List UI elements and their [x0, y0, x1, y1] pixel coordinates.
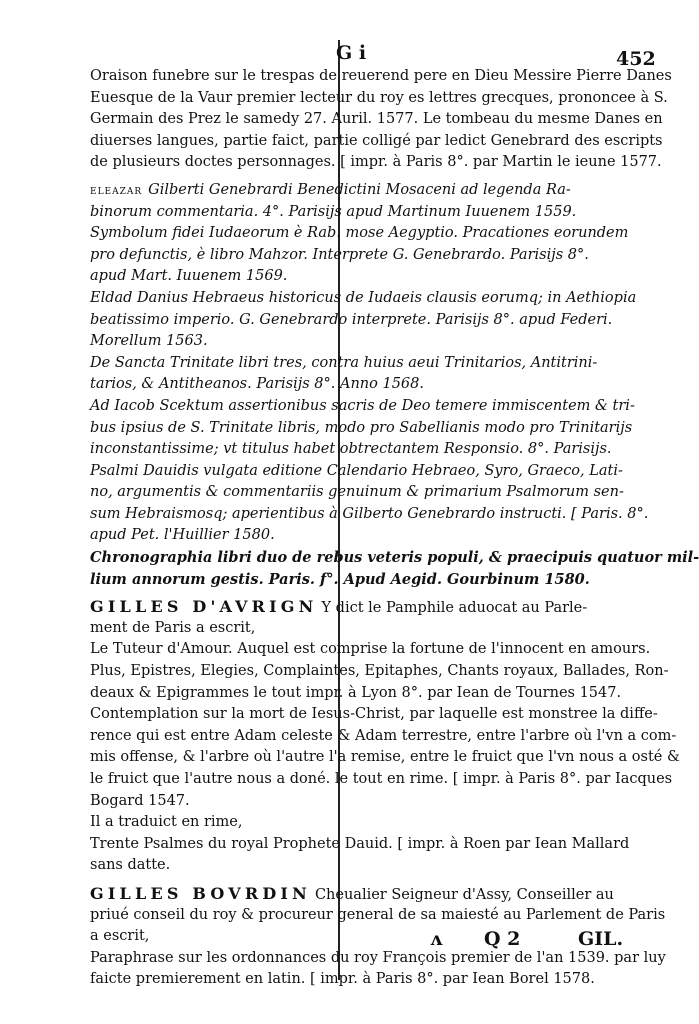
page-body: [90, 66, 699, 991]
text-line: deaux & Epigrammes le tout impr. à Lyon 8°. par Iean de Tournes 1547.: [90, 684, 622, 701]
text-line: rence qui est entre Adam celeste & Adam terrestre, entre l'arbre où l'vn a com-: [90, 727, 677, 744]
author-entry: [90, 596, 624, 618]
text-line: Morellum 1563.: [90, 333, 208, 350]
text-line: pro defunctis, è libro Mahzor. Interprete G. Genebrardo. Parisijs 8°.: [90, 246, 589, 263]
entry-heading: [90, 180, 624, 202]
text-line: ment de Paris a escrit,: [90, 619, 256, 636]
text-line: Germain des Prez le samedy 27. Auril. 1577. Le tombeau du mesme Danes en: [90, 111, 663, 128]
footer-mark: ʌ: [430, 928, 443, 950]
text-line: Euesque de la Vaur premier lecteur du roy es lettres grecques, prononcee à S.: [90, 89, 668, 106]
text-line: sans datte.: [90, 857, 171, 874]
margin-label: ELEAZAR: [90, 186, 143, 197]
page-footer: [0, 926, 696, 956]
text-line: mis offense, & l'arbre où l'autre l'a remise, entre le fruict que l'vn nous a osté &: [90, 749, 680, 766]
text-line: sum Hebraismosq; aperientibus à Gilberto Genebrardo instructi. [ Paris. 8°.: [90, 505, 649, 522]
author-name: GILLES D'AVRIGN: [90, 597, 318, 617]
text-line: diuerses langues, partie faict, partie colligé par ledict Genebrard des escripts: [90, 132, 663, 149]
footer-signature: Q 2: [484, 928, 521, 950]
catchword: GIL.: [578, 928, 624, 950]
text-line: Gilberti Genebrardi Benedictini Mosaceni ad legenda Ra-: [148, 181, 571, 198]
text-line: apud Pet. l'Huillier 1580.: [90, 527, 275, 544]
text-line: Bogard 1547.: [90, 792, 190, 809]
text-line: De Sancta Trinitate libri tres, contra huius aeui Trinitarios, Antitrini-: [90, 354, 598, 371]
text-line: Oraison funebre sur le trespas de reuerend pere en Dieu Messire Pierre Danes: [90, 68, 672, 84]
text-line: Psalmi Dauidis vulgata editione Calendario Hebraeo, Syro, Graeco, Lati-: [90, 462, 623, 479]
text-line: Y dict le Pamphile aduocat au Parle-: [321, 600, 588, 617]
text-line: a escrit,: [90, 928, 150, 945]
text-line: tarios, & Antitheanos. Parisijs 8°. Anno 1568.: [90, 376, 424, 393]
text-line: le fruict que l'autre nous a doné. le tout en rime. [ impr. à Paris 8°. par Iacques: [90, 771, 673, 787]
text-line: Trente Psalmes du royal Prophete Dauid. [ impr. à Roen par Iean Mallard: [90, 835, 630, 852]
text-line: Symbolum fidei Iudaeorum è Rab. mose Aegyptio. Pracationes eorundem: [90, 225, 629, 242]
text-line: Chronographia libri duo de rebus veteris populi, & praecipuis quatuor mil-: [90, 549, 699, 567]
text-line: beatissimo imperio. G. Genebrardo interprete. Parisijs 8°. apud Federi.: [90, 311, 613, 328]
text-line: bus ipsius de S. Trinitate libris, modo pro Sabellianis modo pro Trinitarijs: [90, 419, 633, 436]
folio-number: 452: [616, 48, 656, 70]
text-line: Il a traduict en rime,: [90, 814, 243, 831]
text-line: priué conseil du roy & procureur general de sa maiesté au Parlement de Paris: [90, 906, 666, 923]
text-line: Le Tuteur d'Amour. Auquel est comprise la fortune de l'innocent en amours.: [90, 641, 651, 658]
author-entry: [90, 883, 624, 905]
text-line: lium annorum gestis. Paris. f°. Apud Aegid. Gourbinum 1580.: [90, 570, 590, 588]
text-line: de plusieurs doctes personnages. [ impr. à Paris 8°. par Martin le ieune 1577.: [90, 154, 662, 171]
signature-mark: G i: [336, 42, 367, 64]
text-line: Eldad Danius Hebraeus historicus de Iudaeis clausis eorumq; in Aethiopia: [90, 289, 637, 306]
text-line: binorum commentaria. 4°. Parisijs apud Martinum Iuuenem 1559.: [90, 203, 577, 220]
text-line: no, argumentis & commentariis genuinum & primarium Psalmorum sen-: [90, 484, 624, 501]
text-line: apud Mart. Iuuenem 1569.: [90, 268, 288, 285]
text-line: inconstantissime; vt titulus habet obtrectantem Responsio. 8°. Parisijs.: [90, 441, 612, 458]
text-line: Ad Iacob Scektum assertionibus sacris de Deo temere immiscentem & tri-: [90, 397, 635, 414]
text-line: Contemplation sur la mort de Iesus-Christ, par laquelle est monstree la diffe-: [90, 706, 658, 723]
text-line: Cheualier Seigneur d'Assy, Conseiller au: [314, 886, 614, 903]
author-name: GILLES BOVRDIN: [90, 883, 311, 903]
text-line: Plus, Epistres, Elegies, Complaintes, Epitaphes, Chants royaux, Ballades, Ron-: [90, 663, 669, 680]
text-line: Paraphrase sur les ordonnances du roy François premier de l'an 1539. par luy: [90, 949, 666, 966]
text-line: faicte premierement en latin. [ impr. à Paris 8°. par Iean Borel 1578.: [90, 971, 595, 988]
